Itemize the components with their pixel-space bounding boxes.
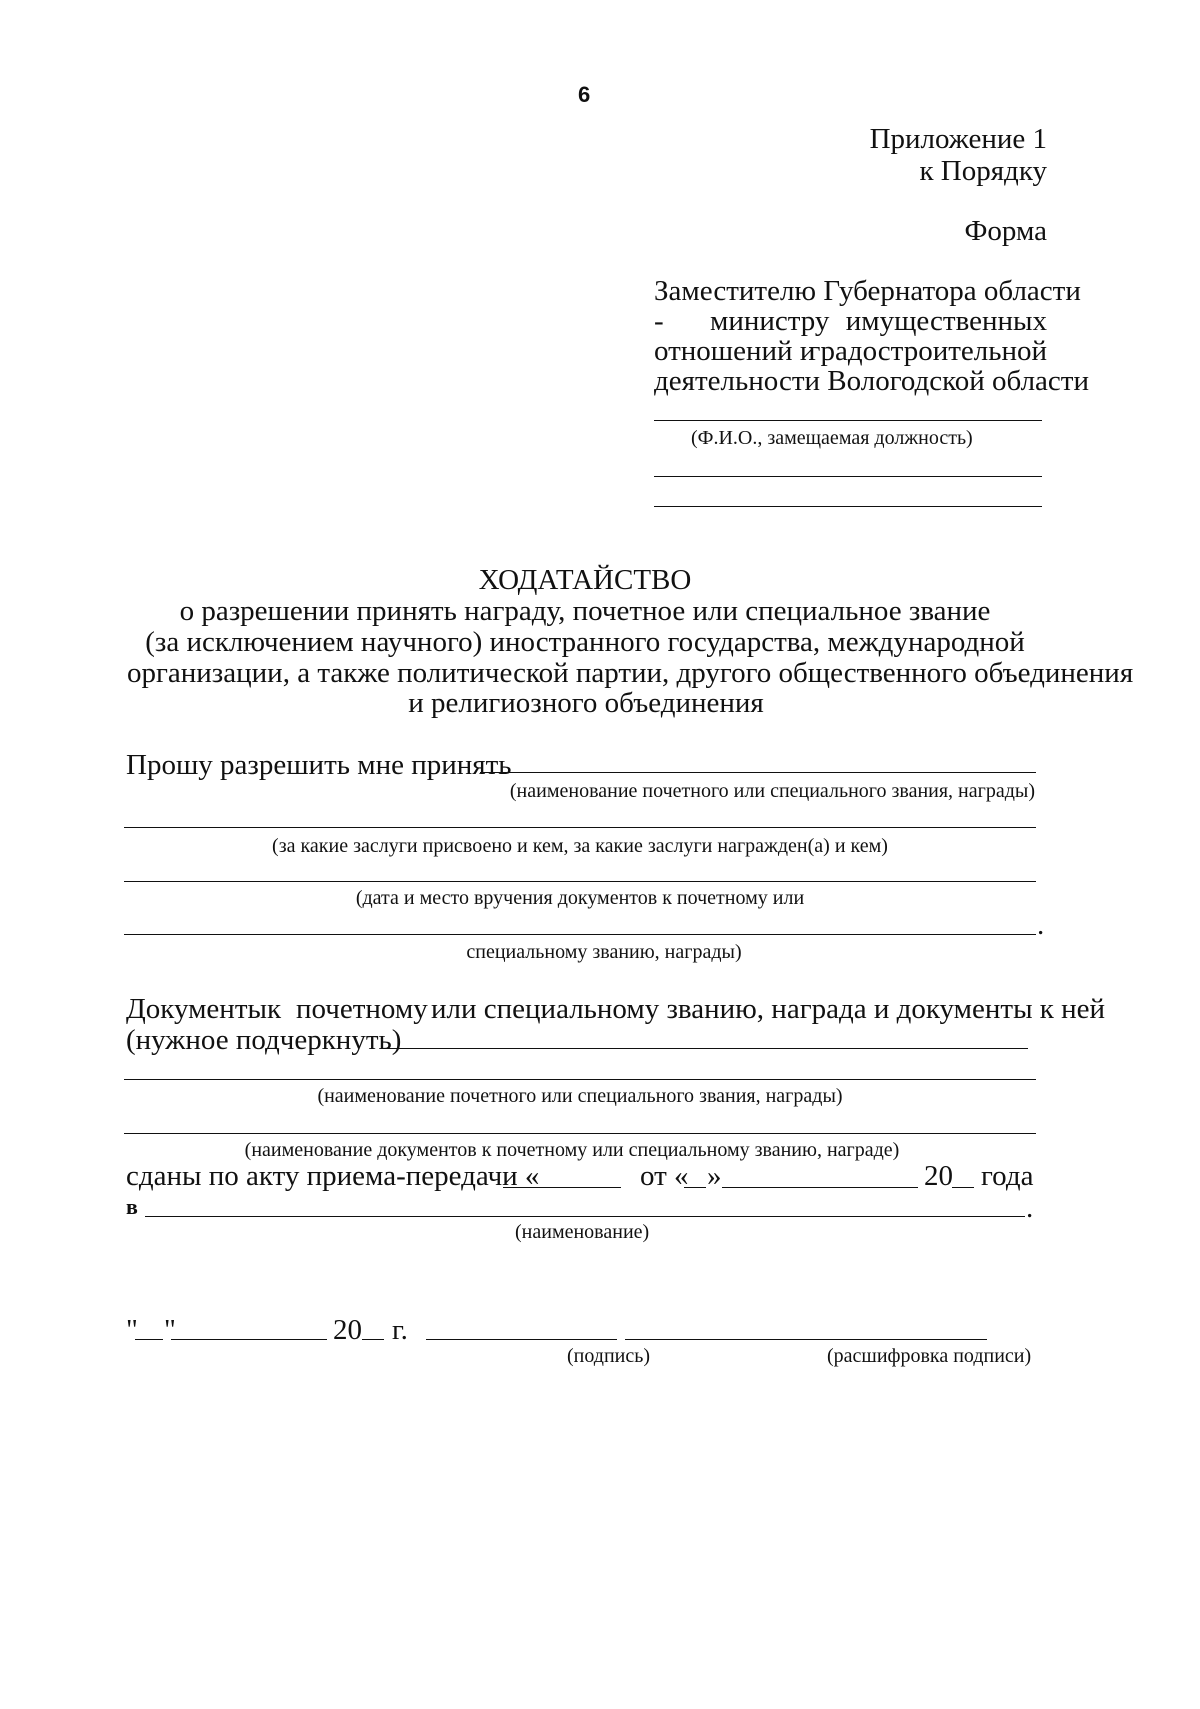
- organization-field[interactable]: [145, 1216, 1025, 1217]
- fio-underline-3: [654, 506, 1042, 507]
- appendix-label: Приложение 1: [869, 123, 1047, 155]
- sign-year-field[interactable]: [362, 1339, 384, 1340]
- documents-line-1-rest: или специальному званию, награда и документы к ней: [431, 993, 1106, 1025]
- act-text: сданы по акту приема-передачи «: [126, 1160, 540, 1192]
- date-place-caption: (дата и место вручения документов к почетному или: [355, 887, 805, 909]
- addressee-line-1: Заместителю Губернатора области: [654, 275, 1081, 307]
- award-name-caption: (наименование почетного или специального звания, награды): [509, 780, 1035, 802]
- title-line-3: организации, а также политической партии, другого общественного объединения: [127, 657, 1134, 689]
- signature-field[interactable]: [426, 1339, 617, 1340]
- request-text: Прошу разрешить мне принять: [126, 749, 512, 781]
- organization-period: .: [1026, 1192, 1034, 1224]
- date-place-period: .: [1037, 909, 1045, 941]
- date-place-field-2[interactable]: [124, 934, 1036, 935]
- organization-caption: (наименование): [515, 1221, 650, 1243]
- documents-word-2: к: [267, 993, 282, 1025]
- fio-underline: [654, 420, 1042, 421]
- merits-caption: (за какие заслуги присвоено и кем, за какие заслуги награжден(а) и кем): [272, 835, 888, 857]
- documents-list-field[interactable]: [124, 1133, 1036, 1134]
- addressee-dash: -: [654, 305, 664, 337]
- underline-hint: (нужное подчеркнуть): [126, 1024, 402, 1056]
- addressee-line-3-word-1: отношений и: [654, 335, 816, 367]
- date-quote-open: ": [126, 1314, 138, 1346]
- document-title: ХОДАТАЙСТВО: [478, 564, 692, 596]
- addressee-line-2-word-2: имущественных: [845, 305, 1047, 337]
- signature-decode-field[interactable]: [625, 1339, 987, 1340]
- title-line-1: о разрешении принять награду, почетное или специальное звание: [179, 595, 991, 627]
- act-year-prefix: 20: [924, 1160, 953, 1192]
- sign-year-suffix: г.: [392, 1314, 408, 1346]
- in-label: в: [126, 1194, 138, 1219]
- merits-field[interactable]: [124, 827, 1036, 828]
- form-label: Форма: [964, 215, 1047, 247]
- act-month-field[interactable]: [722, 1187, 918, 1188]
- addressee-line-4: деятельности Вологодской области: [654, 365, 1089, 397]
- addressee-line-2-word-1: министру: [710, 305, 830, 337]
- sign-year-prefix: 20: [333, 1314, 362, 1346]
- act-from-label: от «: [640, 1160, 689, 1192]
- fio-caption: (Ф.И.О., замещаемая должность): [691, 427, 973, 449]
- fio-underline-2: [654, 476, 1042, 477]
- date-place-caption-2: специальному званию, награды): [466, 941, 742, 963]
- date-quote-close: ": [164, 1314, 176, 1346]
- page-number: 6: [578, 82, 591, 107]
- act-day-field[interactable]: [684, 1187, 706, 1188]
- act-quote-close: »: [707, 1160, 722, 1192]
- signature-decode-caption: (расшифровка подписи): [827, 1345, 1032, 1367]
- act-number-field[interactable]: [503, 1187, 621, 1188]
- documents-word-1: Документы: [126, 993, 267, 1025]
- order-reference: к Порядку: [919, 155, 1047, 187]
- documents-word-3: почетному: [296, 993, 428, 1025]
- title-line-4: и религиозного объединения: [408, 687, 764, 719]
- sign-day-field[interactable]: [135, 1339, 163, 1340]
- addressee-line-3-word-2: градостроительной: [808, 335, 1047, 367]
- act-year-suffix: года: [981, 1160, 1034, 1192]
- act-year-field[interactable]: [952, 1187, 974, 1188]
- documents-award-field[interactable]: [124, 1079, 1036, 1080]
- documents-list-caption: (наименование документов к почетному или специальному званию, награде): [244, 1139, 900, 1161]
- date-place-field[interactable]: [124, 881, 1036, 882]
- documents-field[interactable]: [384, 1048, 1028, 1049]
- award-name-field[interactable]: [480, 772, 1036, 773]
- sign-month-field[interactable]: [171, 1339, 327, 1340]
- signature-caption: (подпись): [567, 1345, 651, 1367]
- title-line-2: (за исключением научного) иностранного государства, международной: [145, 626, 1025, 658]
- documents-award-caption: (наименование почетного или специального звания, награды): [317, 1085, 843, 1107]
